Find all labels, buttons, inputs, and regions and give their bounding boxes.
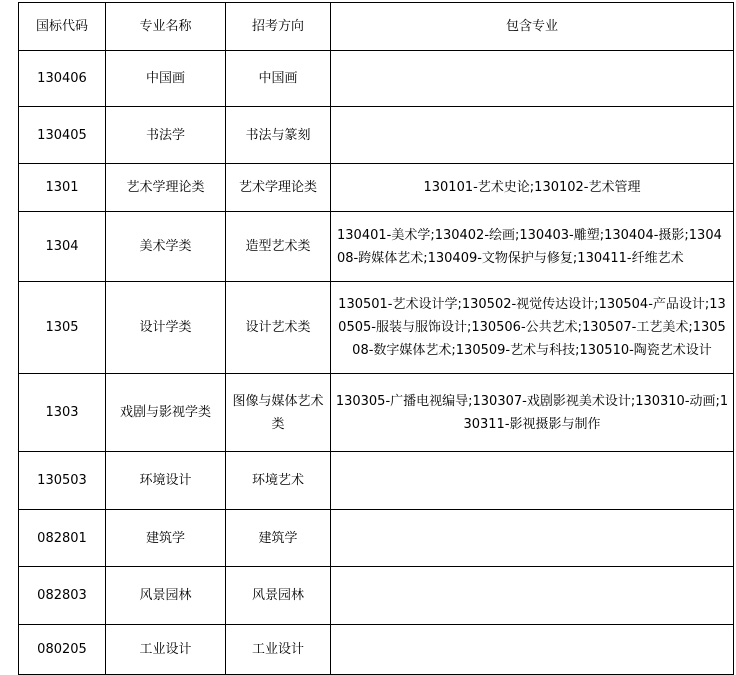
table-row	[19, 625, 734, 675]
cell-included	[331, 51, 734, 107]
cell-direction: 风景园林	[226, 567, 331, 625]
cell-included	[331, 625, 734, 675]
cell-direction: 书法与篆刻	[226, 107, 331, 164]
cell-name: 风景园林	[106, 567, 226, 625]
cell-name: 建筑学	[106, 510, 226, 567]
table-row	[19, 452, 734, 510]
cell-code: 130406	[19, 51, 106, 107]
header-included: 包含专业	[331, 3, 734, 51]
table-row	[19, 51, 734, 107]
table-row	[19, 212, 734, 282]
header-row	[19, 3, 734, 51]
cell-name: 戏剧与影视学类	[106, 374, 226, 452]
cell-name: 书法学	[106, 107, 226, 164]
table-row	[19, 107, 734, 164]
cell-direction: 建筑学	[226, 510, 331, 567]
table-row	[19, 164, 734, 212]
cell-direction: 设计艺术类	[226, 282, 331, 374]
cell-name: 中国画	[106, 51, 226, 107]
table-row	[19, 374, 734, 452]
cell-name: 环境设计	[106, 452, 226, 510]
cell-code: 1304	[19, 212, 106, 282]
cell-included	[331, 567, 734, 625]
header-name: 专业名称	[106, 3, 226, 51]
table-row	[19, 282, 734, 374]
cell-direction: 图像与媒体艺术类	[226, 374, 331, 452]
cell-direction: 工业设计	[226, 625, 331, 675]
cell-direction: 造型艺术类	[226, 212, 331, 282]
cell-included: 130401-美术学;130402-绘画;130403-雕塑;130404-摄影;130408-跨媒体艺术;130409-文物保护与修复;130411-纤维艺术	[331, 212, 734, 282]
cell-direction: 艺术学理论类	[226, 164, 331, 212]
cell-included: 130501-艺术设计学;130502-视觉传达设计;130504-产品设计;130505-服装与服饰设计;130506-公共艺术;130507-工艺美术;130508-数字媒体艺术;130509-艺术与科技;130510-陶瓷艺术设计	[331, 282, 734, 374]
majors-table	[18, 2, 734, 675]
cell-code: 130405	[19, 107, 106, 164]
cell-name: 工业设计	[106, 625, 226, 675]
cell-code: 080205	[19, 625, 106, 675]
cell-code: 1305	[19, 282, 106, 374]
cell-included: 130305-广播电视编导;130307-戏剧影视美术设计;130310-动画;130311-影视摄影与制作	[331, 374, 734, 452]
cell-code: 082801	[19, 510, 106, 567]
table-row	[19, 510, 734, 567]
table-row	[19, 567, 734, 625]
cell-code: 1301	[19, 164, 106, 212]
cell-included	[331, 107, 734, 164]
cell-code: 130503	[19, 452, 106, 510]
cell-included: 130101-艺术史论;130102-艺术管理	[331, 164, 734, 212]
cell-direction: 环境艺术	[226, 452, 331, 510]
header-direction: 招考方向	[226, 3, 331, 51]
cell-included	[331, 452, 734, 510]
cell-name: 美术学类	[106, 212, 226, 282]
cell-name: 设计学类	[106, 282, 226, 374]
cell-direction: 中国画	[226, 51, 331, 107]
cell-name: 艺术学理论类	[106, 164, 226, 212]
header-code: 国标代码	[19, 3, 106, 51]
cell-code: 1303	[19, 374, 106, 452]
cell-code: 082803	[19, 567, 106, 625]
cell-included	[331, 510, 734, 567]
